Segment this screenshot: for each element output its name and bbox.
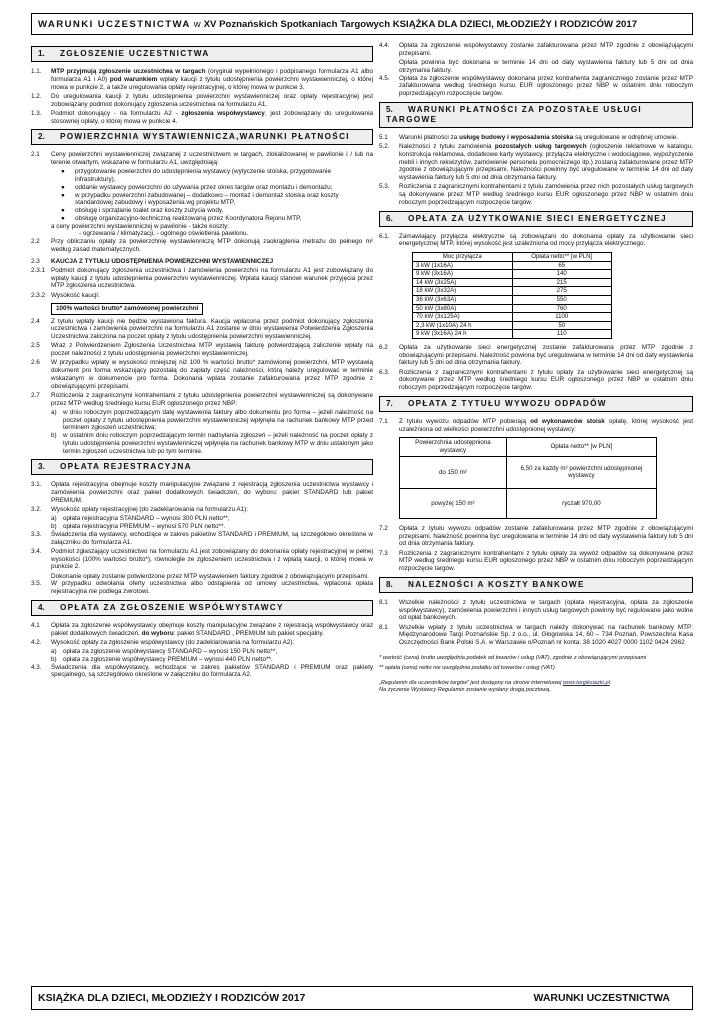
clause-2-5: 2.5 Wraz z Potwierdzeniem Zgłoszenia Uczestnictwa MTP wystawią fakturę potwierdzającą zaliczenie wpłaty na poczet należności z tytułu udostępnienia powierzchni wystawienniczej. [31,342,373,357]
table-cell: 2,3 kW (1x10A) 24 h [413,321,513,330]
clause-6-1: 6.1. Zamawiający przyłącza elektryczne są zobowiązani do dokonania opłaty za użytkowanie sieci energetycznej MTP, której wysokość jest uzależniona od mocy przyłącza elektrycznego: [379,232,693,248]
clause-7-1: 7.1 Z tytułu wywozu odpadów MTP pobierają od wykonawców stoisk opłatę, której wysokość jest uzależniona od wielkości powierzchni udostępnionej wystawcy: [379,417,693,433]
table-row [400,488,657,518]
section-3-header: 3. OPŁATA REJESTRACYJNA [31,459,373,475]
clause-2-7-a: a) w dniu roboczym poprzedzającym datę wystawienia faktury albo dokumentu pro forma – jeżeli należność na poczet opłaty z tytułu udostępnienia powierzchni wystawienniczej wpłynęła na rachunek bankowy MTP przed terminem zgłoszeń uczestnictwa; [51,408,373,432]
clause-8-1: 8.1 Wszelkie należności z tytułu uczestnictwa w targach (opłata rejestracyjna, opłata za zgłoszenie współwystawcy), zamówienia powierzchni i innych usług targowych powinny być regulowane jako wolne od opłat bankowych. [379,598,693,622]
title-part1: WARUNKI UCZESTNICTWA [38,18,191,30]
document-title [31,13,693,35]
table-cell: 140 [512,270,612,279]
clause-1-2: 1.2. Do uregulowania kaucji z tytułu udostępnienia powierzchni wystawienniczej oraz opłaty rejestracyjnej jest zobowiązany podmiot dokonujący zgłoszenia uczestnictwa na formularzu A1. [31,92,373,108]
clause-3-4: 3.4. Podmiot zgłaszający uczestnictwo na formularzu A1 jest zobowiązany do dokonania opłaty rejestracyjnej w pełnej wysokości (100% wartości brutto*), równolegle ze zgłoszeniem uczestnictwa i z wpłatą kaucji, o której mowa w punkcie 2. [31,547,373,571]
list-item: ● obsługę organizacyjno-techniczną realizowaną przez Koordynatora Rejonu MTP, [61,214,302,222]
clause-4-2-a: a) opłata za zgłoszenie współwystawcy STANDARD – wynosi 150 PLN netto**, [51,648,278,655]
section-7-header: 7. OPŁATA Z TYTUŁU WYWOZU ODPADÓW [379,396,693,412]
title-part3: XV Poznańskich Spotkaniach Targowych KSIĄŻKA DLA DZIECI, MŁODZIEŻY I RODZICÓW 2017 [203,18,638,30]
table-cell: 14 kW (3x25A) [413,278,513,287]
table-cell: 50 [512,321,612,330]
clause-4-3: 4.3. Świadczenia dla współwystawcy, wchodzące w zakres pakietów STANDARD i PREMIUM oraz pakiety specjalnego, są szczegółowo określone w załączniku do formularza A2. [31,663,373,679]
footnote-1: * wartość (cena) brutto uwzględnia podatek od towarów i usług (VAT), zgodnie z obowiązującymi przepisami [379,654,647,661]
clause-2-7-b: b) w ostatnim dniu roboczym poprzedzającym termin nadsyłania zgłoszeń – jeżeli należność na poczet opłaty z tytułu udostępnienia powierzchni wystawienniczej wpłynęła na rachunek bankowy MTP w dniu ustalonym jako termin zgłoszeń uczestnictwa lub po tym terminie. [51,432,373,455]
list-item: ● przygotowanie powierzchni do udostępnienia wystawcy (wytyczenie stoiska, przygotowanie infrastruktury), [61,168,331,183]
clause-3-4-b: Dokonanie opłaty zostanie potwierdzone przez MTP wystawieniem faktury zgodnie z obowiązującymi przepisami. [51,572,369,580]
table-row [413,270,612,279]
clause-1-1: 1.1. MTP przyjmują zgłoszenie uczestnictwa w targach (oryginał wypełnionego i podpisanego formularza A1 albo formularza A1 i A0) pod warunkiem wpłaty kaucji z tytułu udostępnienia powierzchni wystawienniczej, o której mowa w punkcie 2, a także uregulowania opłaty rejestracyjnej, o której mowa w punkcie 3. [31,68,373,91]
table-header: Opłata netto** [w PLN] [512,253,612,262]
table-cell: 1100 [512,313,612,322]
clause-3-1: 3.1. Opłata rejestracyjna obejmuje koszty manipulacyjne związane z rejestracją zgłoszenia uczestnictwa wystawcy i zamówienia powierzchni oraz pakiet dodatkowych świadczeń, do wyboru: pakiet STANDARD lub pakiet PREMIUM. [31,481,373,504]
footnotes [379,655,693,694]
table-row [413,330,612,339]
table-cell: 3 kW (1x16A) [413,261,513,270]
table-cell: 215 [512,278,612,287]
table-cell: do 150 m² [400,456,507,488]
section-8-header: 8. NALEŻNOŚCI A KOSZTY BANKOWE [379,577,693,593]
table-cell: 9 kW (3x16A) [413,270,513,279]
table-cell: 70 kW (3x125A) [413,313,513,322]
list-item: ● obsługę i sprzątanie toalet oraz koszty zużycia wody, [61,207,224,214]
clause-2-6: 2.6 W przypadku wpłaty w wysokości mniejszej niż 100 % wartości brutto* zamówionej powierzchni, MTP wystawią dokument pro forma wskazujący pozostałą do zapłaty część należności, którą należy uregulować w terminie wskazanym w dokumencie pro forma. Dokonana wpłata zostanie zafakturowana przez MTP zgodnie z obowiązującymi przepisami. [31,359,373,390]
footnote-3: „Regulamin dla uczestników targów" jest dostępny na stronie internetowej www.targiksiazki.pl. [379,679,612,686]
clause-2-2: 2.2 Przy obliczaniu opłaty za powierzchnię wystawienniczą MTP dokonują zaokrąglenia metrażu do pełnego m² według zasad matematycznych. [31,238,373,253]
section-5-header: 5. WARUNKI PŁATNOŚCI ZA POZOSTAŁE USŁUGI TARGOWE [379,102,693,128]
section-1-header: 1. ZGŁOSZENIE UCZESTNICTWA [31,46,373,62]
table-cell: 6,50 za każdy m² powierzchni udostępnionej wystawcy [506,456,656,488]
section-4-header: 4. OPŁATA ZA ZGŁOSZENIE WSPÓŁWYSTAWCY [31,600,373,616]
clause-8-1b: 8.1 Wszelkie wpłaty z tytułu uczestnictwa w targach należy dokonywać na rachunek bankowy MTP: Międzynarodowe Targi Poznańskie Sp. z o.o., ul. Głogowska 14, 60 – 734 Poznań, Powszechna Kasa Oszczędności Bank Polski S.A. w Warszawie o/Poznań nr konta: 38 1020 4027 0000 1102 0424 2962 [379,623,693,647]
footer-right: WARUNKI UCZESTNICTWA [533,992,670,1004]
page-footer [31,986,693,1010]
right-column [379,42,693,694]
table-row [413,321,612,330]
website-link[interactable]: www.targiksiazki.pl [562,679,610,686]
clause-3-5: 3.5. W przypadku odwołania oferty uczestnictwa albo odstąpienia od umowy uczestnictwa, wpłacona opłata rejestracyjna nie podlega zwrotowi. [31,580,373,595]
clause-3-2-a: a) opłata rejestracyjna STANDARD – wynosi 300 PLN netto**, [51,515,230,523]
clause-2-4: 2.4 Z tytułu wpłaty kaucji nie będzie wystawiona faktura. Kaucja wpłacona przez podmiot dokonujący zgłoszenia uczestnictwa i zamówienia powierzchni na formularzu A1 zostanie w dniu wystawienia Potwierdzenia Zgłoszenia Uczestnictwa zaliczona na poczet opłaty z tytułu udostępnienia powierzchni wystawienniczej. [31,317,373,340]
table-cell: 110 [512,330,612,339]
table-row [413,295,612,304]
clause-5-3: 5.3. Rozliczenia z zagranicznymi kontrahentami z tytułu zamówienia przez nich pozostałych usług targowych są dokonywane przez MTP według średniego kursu EUR ogłoszonego przez NBP w ostatnim dniu roboczym poprzedzającym rozpoczęcie targów. [379,183,693,206]
list-item: ● oddanie wystawcy powierzchni do używania przez okres targów oraz montażu i demontażu; [61,183,333,191]
table-cell: ryczałt 970,00 [506,488,656,518]
table-cell: 18 kW (3x32A) [413,287,513,296]
clause-3-2: 3.2. Wysokość opłaty rejestracyjnej (do zadeklarowania na formularzu A1): [31,506,249,513]
deposit-box: 100% wartości brutto* zamówionej powierzchni [51,303,203,315]
clause-2-1-after: a ceny powierzchni wystawienniczej w pawilonie - także koszty: [51,222,230,230]
clause-3-2-b: b) opłata rejestracyjna PREMIUM – wynosi 570 PLN netto**. [51,523,226,530]
table-row [413,261,612,270]
section-2-header: 2. POWIERZCHNIA WYSTAWIENNICZA,WARUNKI PŁATNOŚCI [31,129,373,145]
table-row [413,313,612,322]
clause-4-2: 4.2. Wysokość opłaty za zgłoszenie współwystawcy (do zadeklarowania na formularzu A2): [31,638,295,646]
table-cell: 36 kW (3x63A) [413,295,513,304]
table-row [413,278,612,287]
clause-2-1: 2.1 Ceny powierzchni wystawienniczej związanej z uczestnictwem w targach, zlokalizowanej w pawilonie i / lub na terenie otwartym, wskazane w formularzu A1, uwzględniają: [31,151,373,166]
waste-fee-table [399,437,657,519]
clause-2-1-dash: - ogrzewania / klimatyzacji, - ogólnego oświetlenia pawilonu. [79,230,249,238]
table-cell: 65 [512,261,612,270]
title-part2: w [193,18,201,30]
clause-2-3-2: 2.3.2 Wysokość kaucji: [31,291,100,299]
table-cell: 9 kW (3x16A) 24 h [413,330,513,339]
footer-left: KSIĄŻKA DLA DZIECI, MŁODZIEŻY I RODZICÓW 2017 [38,992,306,1004]
footnote-2: ** opłata (cena) netto nie uwzględnia podatku od towarów i usług (VAT) [379,664,555,671]
table-cell: 760 [512,304,612,313]
table-row [413,304,612,313]
clause-4-4: 4.4. Opłata za zgłoszenie współwystawcy zostanie zafakturowana przez MTP zgodnie z obowiązującymi przepisami. [379,42,693,57]
table-cell: powyżej 150 m² [400,488,507,518]
power-fee-table [412,252,612,339]
footnote-4: Na życzenie Wystawcy Regulamin zostanie wysłany drogą pocztową. [379,686,551,693]
clause-7-2: 7.2 Opłata z tytułu wywozu odpadów zostanie zafakturowana przez MTP zgodnie z obowiązującymi przepisami. Należność powinna być uregulowana w terminie 14 dni od daty wystawienia faktury lub 5 dni od dnia otrzymania faktury. [379,524,693,548]
clause-6-2: 6.2 Opłata za użytkowanie sieci energetycznej zostanie zafakturowana przez MTP zgodnie z obowiązującymi przepisami. Należność powinna być uregulowana w terminie 14 dni od daty wystawienia faktury lub 5 dni od dnia otrzymania faktury. [379,343,693,367]
table-header: Moc przyłącza [413,253,513,262]
section-6-header: 6. OPŁATA ZA UŻYTKOWANIE SIECI ENERGETYCZNEJ [379,211,693,227]
table-row [400,456,657,488]
table-header: Opłata netto** [w PLN] [506,438,656,457]
clause-5-1: 5.1 Warunki płatności za usługę budowy i wyposażenia stoiska są uregulowane w odrębnej umowie. [379,133,679,141]
clause-4-4-b: Opłata powinna być dokonana w terminie 14 dni od daty wystawienia faktury lub 5 dni od dnia otrzymania faktury. [399,59,693,74]
clause-4-5: 4.5. Opłata za zgłoszenie współwystawcy dokonana przez kontrahenta zagranicznego zostanie przez MTP zafakturowana według średniego kursu EUR ogłoszonego przez NBP w ostatnim dniu roboczym poprzedzającym rozpoczęcie targów. [379,74,693,97]
table-cell: 550 [512,295,612,304]
clause-2-3-1: 2.3.1 Podmiot dokonujący zgłoszenia uczestnictwa i zamówienia powierzchni na formularzu A1 jest zobowiązany do wpłaty kaucji z tytułu udostępnienia powierzchni wystawienniczej. Wpłata kaucji stanowi warunek przyjęcia przez MTP zgłoszenia uczestnictwa. [31,266,373,290]
clause-2-7: 2.7 Rozliczenia z zagranicznymi kontrahentami z tytułu udostępnienia powierzchni wystawienniczej są dokonywane przez MTP według średniego kursu EUR ogłoszonego przez NBP: [31,391,373,407]
clause-6-3: 6.3. Rozliczenia z zagranicznymi kontrahentami z tytułu opłaty za użytkowanie sieci energetycznej są dokonywane przez MTP według średniego kursu EUR ogłoszonego przez NBP w ostatnim dniu roboczym poprzedzającym rozpoczęcie targów. [379,368,693,392]
clause-5-2: 5.2. Należności z tytułu zamówienia pozostałych usług targowych (ogłoszenie reklamowe w katalogu, konstrukcja reklamowa, dodatkowe karty wystawcy, przyłącza elektryczne i wodociągowe, wypożyczenie mebli i innych rekwizytów, zamówienie personelu pomocniczego itp.) zostaną zafakturowane przez MTP zgodnie z obowiązującymi przepisami. Należności powinny być uregulowane w terminie 14 dni od daty wystawienia faktury lub 5 dni od dnia otrzymania faktury. [379,143,693,181]
list-item: ● w przypadku powierzchni zabudowanej – dodatkowo – montaż i demontaż stoiska oraz koszty standardowej zabudowy i wyposażenia wg projektu MTP, [61,191,339,207]
table-cell: 50 kW (3x80A) [413,304,513,313]
clause-1-3: 1.3. Podmiot dokonujący - na formularzu A2 - zgłoszenia współwystawcy, jest zobowiązany do uregulowania stosownej opłaty, o której mowa w punkcie 4. [31,109,374,125]
left-column [31,42,373,681]
clause-4-1: 4.1 Opłata za zgłoszenie współwystawcy obejmuje koszty manipulacyjne związane z rejestracją współwystawcy oraz pakiet dodatkowych świadczeń, do wyboru: pakiet STANDARD , PREMIUM lub pakiet specjalny. [31,621,373,637]
clause-7-3: 7.3 Rozliczenia z zagranicznymi kontrahentami z tytułu opłaty za wywóz odpadów są dokonywane przez MTP według średniego kursu EUR ogłoszonego przez NBP w ostatnim dniu roboczym poprzedzającym rozpoczęcie targów. [379,549,693,573]
clause-3-3: 3.3. Świadczenia dla wystawcy, wchodzące w zakres pakietów STANDARD i PREMIUM, są szczegółowo określone w załączniku do formularza A1. [31,530,373,546]
clause-4-2-b: b) opłata za zgłoszenie współwystawcy PREMIUM – wynosi 440 PLN netto**. [51,655,273,663]
table-header: Powierzchnia udostępniona wystawcy [400,438,507,457]
clause-2-3: 2.3 KAUCJA Z TYTUŁU UDOSTĘPNIENIA POWIERZCHNI WYSTAWIENNICZEJ [31,257,274,265]
table-cell: 275 [512,287,612,296]
table-row [413,287,612,296]
